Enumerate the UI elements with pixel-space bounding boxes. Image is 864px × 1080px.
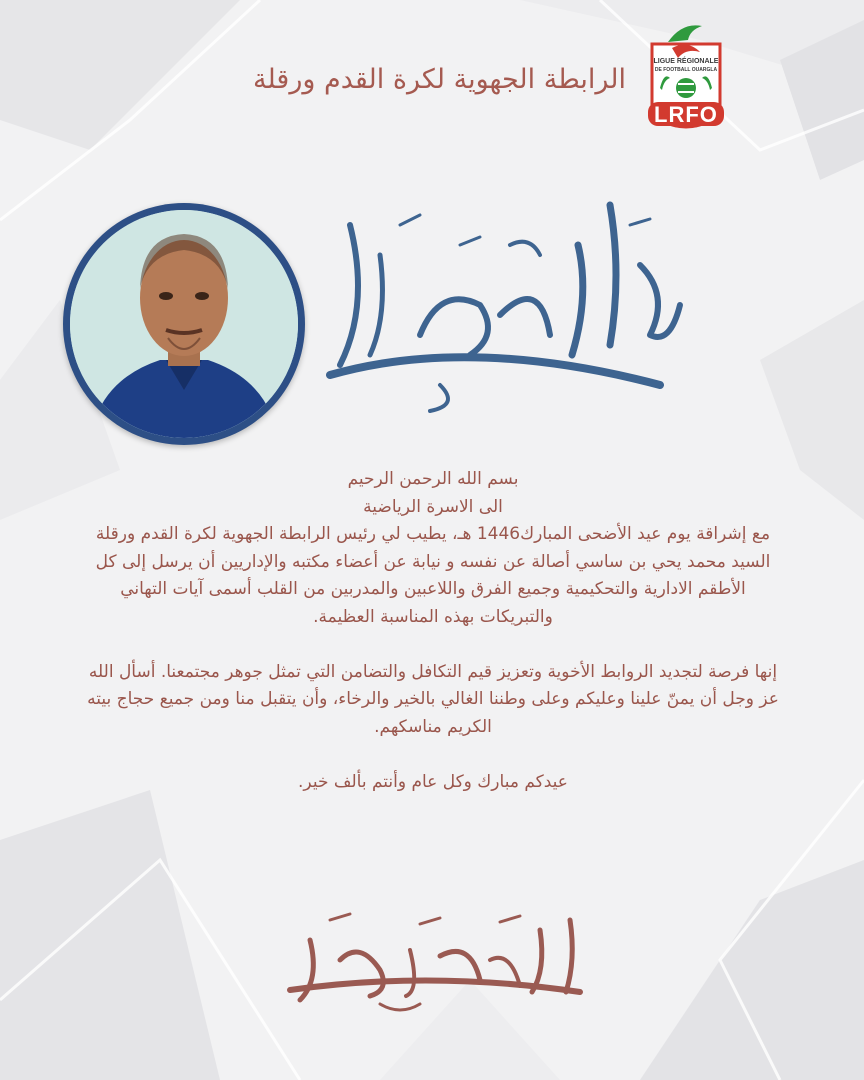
addressee-line: الى الاسرة الرياضية (363, 496, 503, 517)
message-body (10, 466, 856, 796)
eid-adha-calligraphy (310, 185, 690, 415)
logo-line-2: DE FOOTBALL OUARGLA (654, 67, 718, 73)
portrait-photo (70, 210, 298, 438)
paragraph-2-line: إنها فرصة لتجديد الروابط الأخوية وتعزيز قيم التكافل والتضامن التي تمثل جوهر مجتمعنا. أسأل الله (88, 661, 778, 682)
league-logo (638, 18, 734, 148)
logo-acronym: LRFO (654, 102, 718, 127)
logo-line-1: LIGUE RÉGIONALE (653, 58, 719, 65)
paragraph-2-line: عز وجل أن يمنّ علينا وعليكم وعلى وطننا الغالي بالخير والرخاء، وأن يتقبل منا ومن جميع حجاج بيته (87, 689, 779, 709)
kul-sana-calligraphy (270, 900, 600, 1020)
league-title: الرابطة الجهوية لكرة القدم ورقلة (253, 64, 626, 95)
paragraph-1-line: السيد محمد يحي بن ساسي أصالة عن نفسه و نيابة عن أعضاء مكتبه والإداريين أن يرسل إلى كل (95, 551, 771, 572)
person-portrait-image (70, 210, 298, 438)
paragraph-1-line: الأطقم الادارية والتحكيمية وجميع الفرق واللاعبين والمدربين من القلب أسمى آيات التهاني (120, 579, 746, 599)
basmala-line: بسم الله الرحمن الرحيم (347, 469, 519, 489)
paragraph-2-line: الكريم مناسكهم. (374, 716, 492, 737)
paragraph-1-line: والتبريكات بهذه المناسبة العظيمة. (313, 606, 553, 627)
closing-line: عيدكم مبارك وكل عام وأنتم بألف خير. (298, 771, 568, 792)
paragraph-1-line: مع إشراقة يوم عيد الأضحى المبارك1446 هـ، يطيب لي رئيس الرابطة الجهوية لكرة القدم ورقلة (95, 524, 771, 544)
header (0, 14, 864, 144)
league-emblem-icon (638, 18, 734, 148)
